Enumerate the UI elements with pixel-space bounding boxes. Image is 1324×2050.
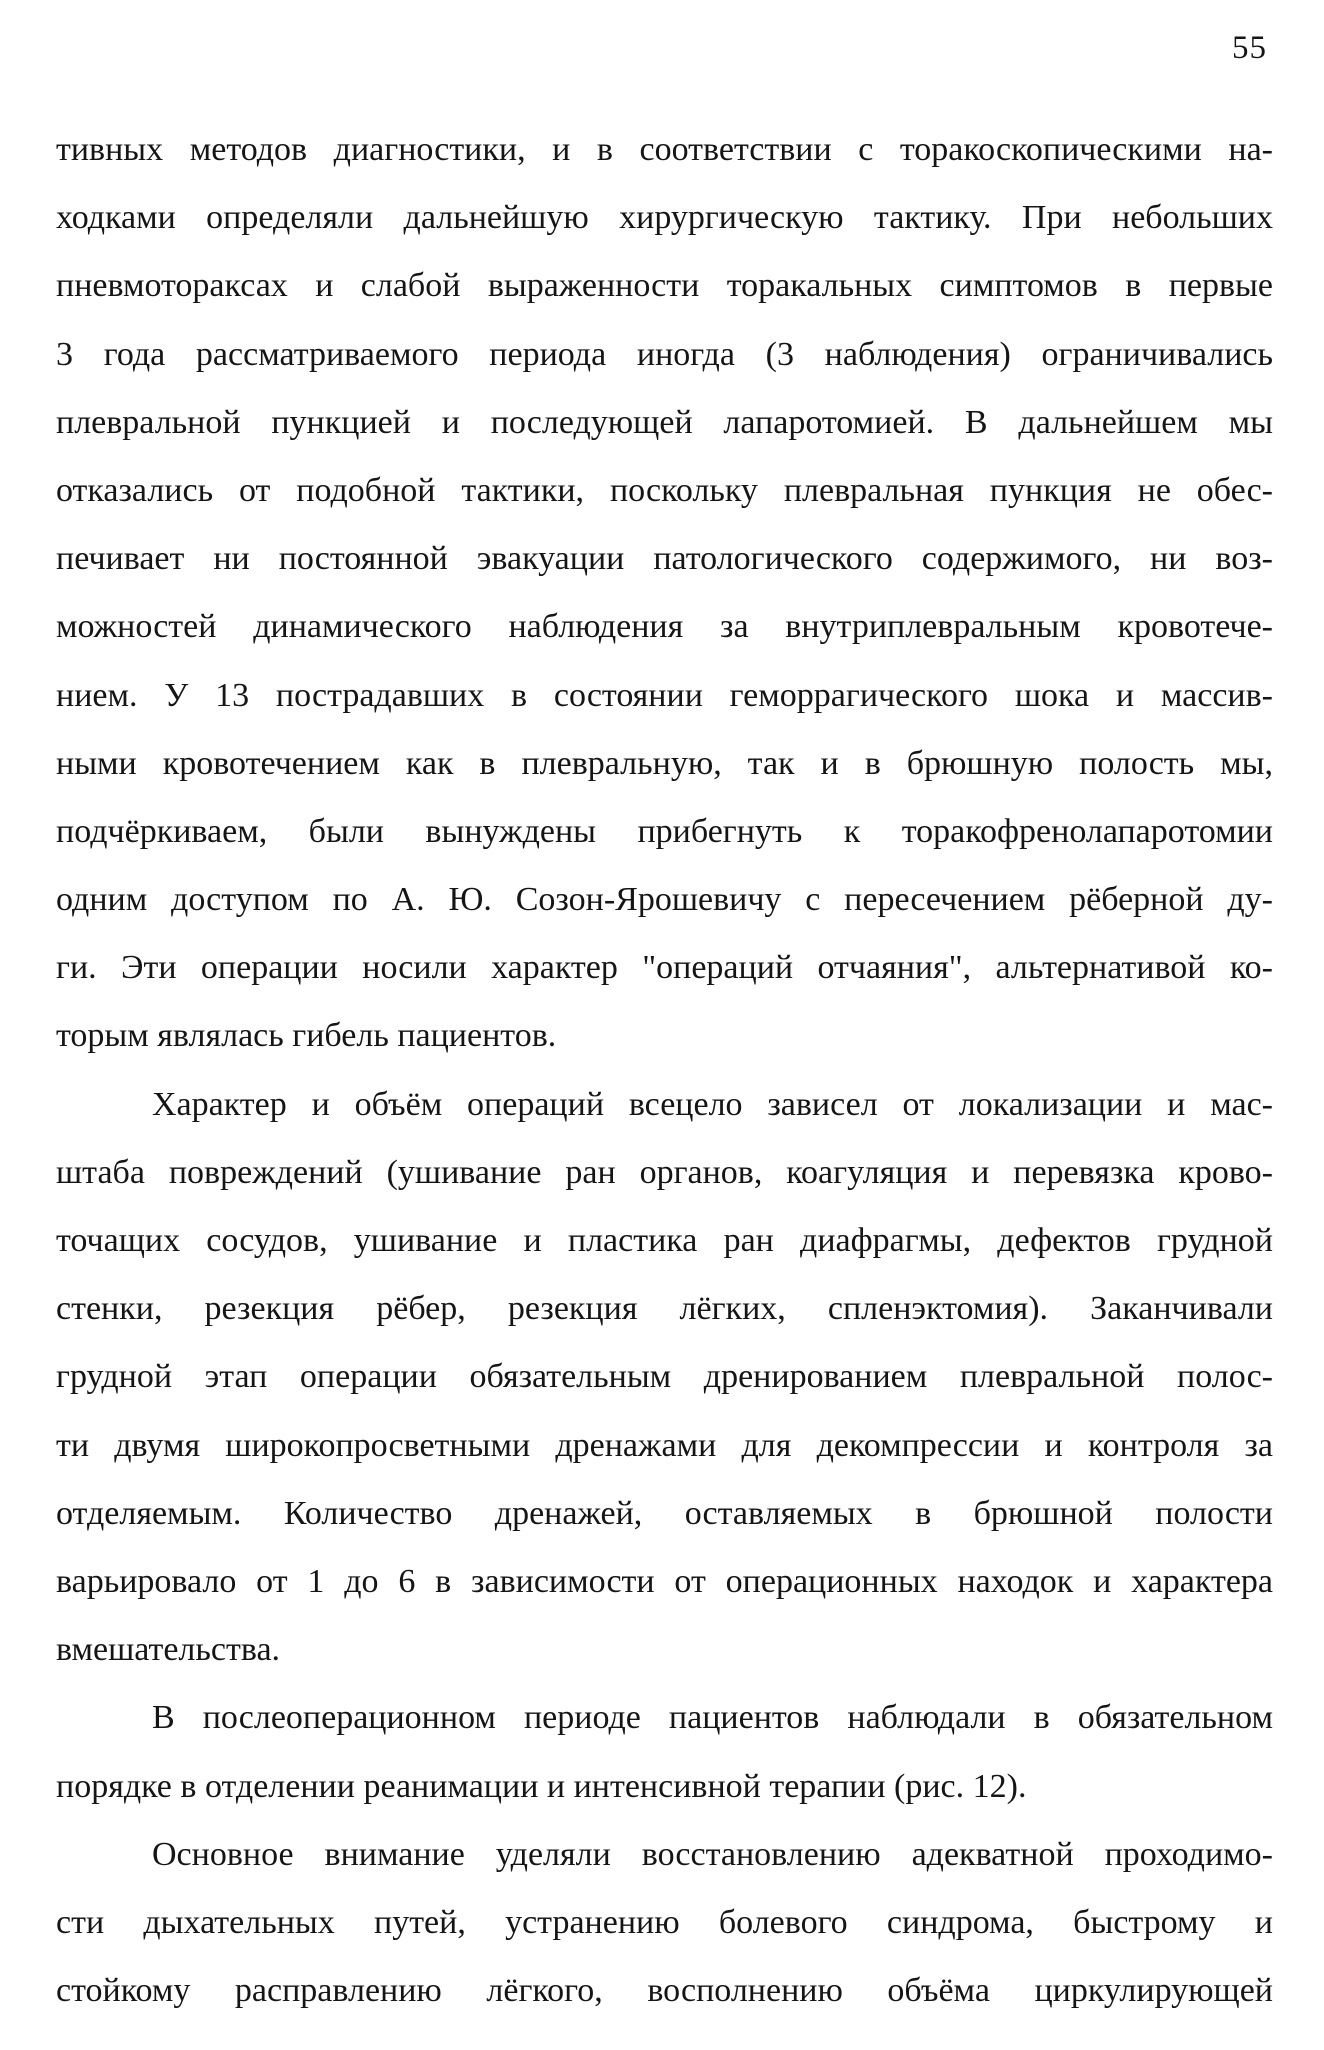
- text-line: можностей динамического наблюдения за внутриплевральным кровотече-: [56, 608, 1273, 646]
- text-line: стойкому расправлению лёгкого, восполнению объёма циркулирующей: [56, 1972, 1273, 2010]
- text-line: отказались от подобной тактики, поскольку плевральная пункция не обес-: [56, 471, 1273, 509]
- text-line: подчёркиваем, были вынуждены прибегнуть к торакофренолапаротомии: [56, 812, 1273, 850]
- text-line: нием. У 13 пострадавших в состоянии геморрагического шока и массив-: [56, 676, 1273, 714]
- text-line: грудной этап операции обязательным дренированием плевральной полос-: [56, 1358, 1273, 1396]
- text-line: штаба повреждений (ушивание ран органов, коагуляция и перевязка крово-: [56, 1153, 1273, 1191]
- text-line: одним доступом по А. Ю. Созон-Ярошевичу с пересечением рёберной ду-: [56, 881, 1273, 919]
- text-line: ги. Эти операции носили характер "операций отчаяния", альтернативой ко-: [56, 949, 1273, 987]
- text-line: стенки, резекция рёбер, резекция лёгких, спленэктомия). Заканчивали: [56, 1290, 1273, 1328]
- text-line: тивных методов диагностики, и в соответствии с торакоскопическими на-: [56, 131, 1273, 168]
- text-line: торым являлась гибель пациентов.: [56, 1017, 557, 1055]
- text-line: плевральной пункцией и последующей лапаротомией. В дальнейшем мы: [56, 403, 1273, 441]
- text-line: 3 года рассматриваемого периода иногда (3 наблюдения) ограничивались: [56, 335, 1273, 373]
- text-line: Характер и объём операций всецело зависел от локализации и мас-: [152, 1085, 1273, 1123]
- text-line: варьировало от 1 до 6 в зависимости от операционных находок и характера: [56, 1562, 1273, 1600]
- text-line: вмешательства.: [56, 1631, 281, 1669]
- text-line: печивает ни постоянной эвакуации патологического содержимого, ни воз-: [56, 540, 1273, 578]
- text-line: Основное внимание уделяли восстановлению адекватной проходимо-: [152, 1835, 1273, 1873]
- text-line: сти дыхательных путей, устранению болевого синдрома, быстрому и: [56, 1903, 1273, 1941]
- text-line: ными кровотечением как в плевральную, так и в брюшную полость мы,: [56, 744, 1273, 782]
- text-line: ти двумя широкопросветными дренажами для декомпрессии и контроля за: [56, 1426, 1273, 1464]
- text-line: ходками определяли дальнейшую хирургическую тактику. При небольших: [56, 199, 1273, 237]
- text-line: порядке в отделении реанимации и интенсивной терапии (рис. 12).: [56, 1767, 1027, 1805]
- text-line: пневмотораксах и слабой выраженности торакальных симптомов в первые: [56, 267, 1273, 305]
- page-number: 55: [1232, 30, 1267, 66]
- text-line: В послеоперационном периоде пациентов наблюдали в обязательном: [152, 1699, 1273, 1737]
- document-body: [56, 116, 1273, 2025]
- text-line: точащих сосудов, ушивание и пластика ран диафрагмы, дефектов грудной: [56, 1222, 1273, 1259]
- text-line: отделяемым. Количество дренажей, оставляемых в брюшной полости: [56, 1494, 1273, 1532]
